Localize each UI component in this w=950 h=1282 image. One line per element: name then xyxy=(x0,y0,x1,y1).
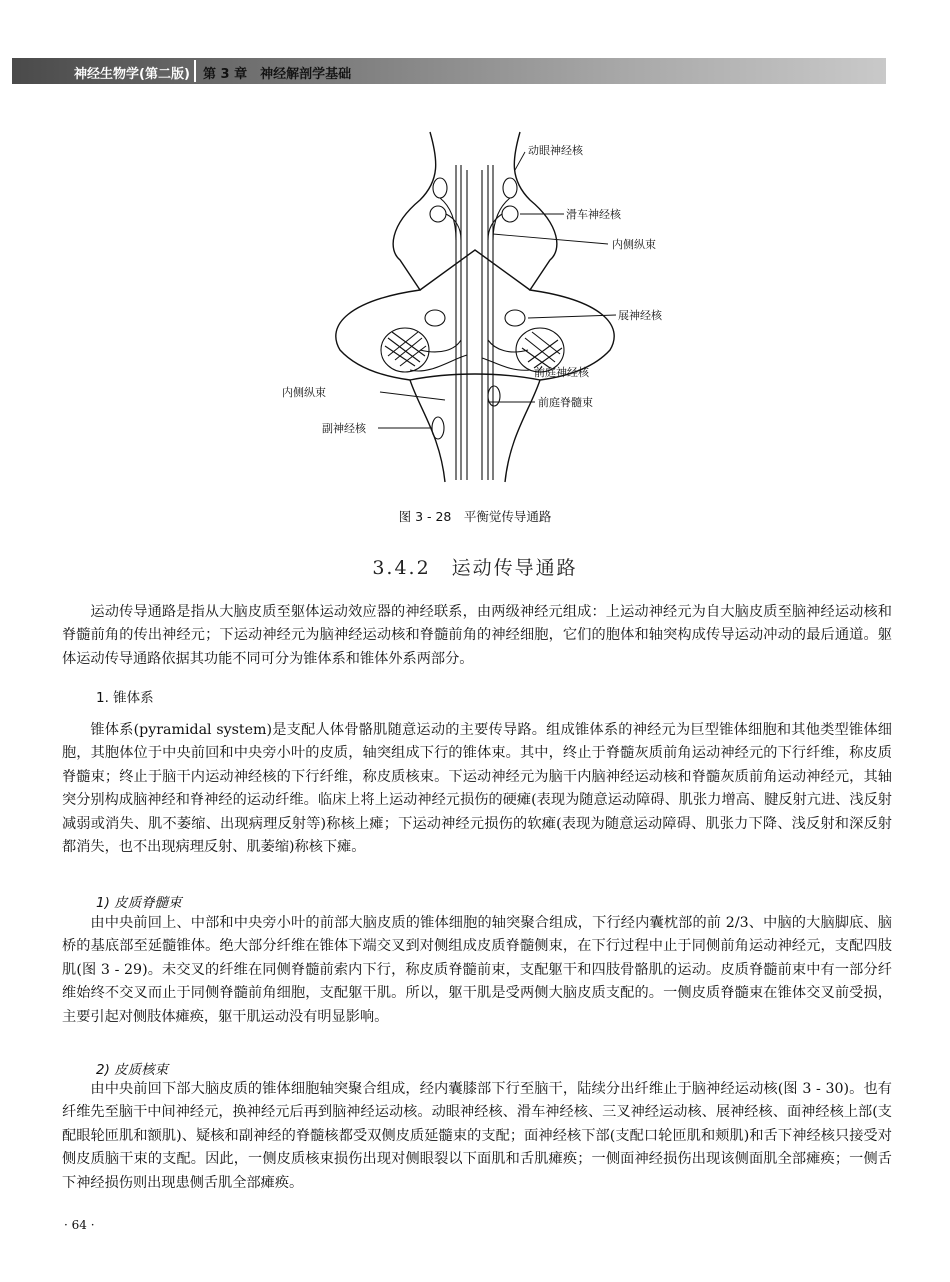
paragraph-corticonuclear: 由中央前回下部大脑皮质的锥体细胞轴突聚合组成，经内囊膝部下行至脑干，陆续分出纤维止于脑神经运动核(图 3 - 30)。也有纤维先至脑干中间神经元，换神经元后再到脑神经运动核。动眼神经核、滑车神经核、三叉神经运动核、展神经核、面神经核上部(支配眼轮匝肌和额肌)、疑核和副神经的脊髓核都受双侧皮质延髓束的支配；面神经核下部(支配口轮匝肌和颊肌)和舌下神经核只接受对侧皮质脑干束的支配。因此，一侧皮质核束损伤出现对侧眼裂以下面肌和舌肌瘫痪；一侧面神经损伤出现该侧面肌全部瘫痪；一侧舌下神经损伤则出现患侧舌肌全部瘫痪。 xyxy=(62,1081,892,1191)
running-header-book-title: 神经生物学(第二版) xyxy=(74,67,190,82)
label-abducens-nucleus: 展神经核 xyxy=(618,309,662,322)
label-accessory-nucleus: 副神经核 xyxy=(322,422,366,435)
page-number: · 64 · xyxy=(64,1218,95,1232)
label-trochlear-nucleus: 滑车神经核 xyxy=(566,208,621,221)
accessory-nucleus-right xyxy=(488,386,500,406)
brainstem-outline-right xyxy=(505,132,614,482)
label-vestibular-nucleus: 前庭神经核 xyxy=(534,366,589,379)
oculomotor-nucleus-right xyxy=(503,178,517,198)
label-mlf-right: 内侧纵束 xyxy=(612,238,656,251)
label-mlf-left: 内侧纵束 xyxy=(282,386,326,399)
abducens-nucleus-left xyxy=(425,310,445,326)
pons-base xyxy=(410,374,540,380)
paragraph-pyramidal-system: 锥体系(pyramidal system)是支配人体骨骼肌随意运动的主要传导路。组成锥体系的神经元为巨型锥体细胞和其他类型锥体细胞，其胞体位于中央前回和中央旁小叶的皮质，轴突组成下行的锥体束。其中，终止于脊髓灰质前角运动神经元的下行纤维，称皮质脊髓束；终止于脑干内运动神经核的下行纤维，称皮质核束。下运动神经元为脑干内脑神经运动核和脊髓灰质前角运动神经元，其轴突分别构成脑神经和脊神经的运动纤维。临床上将上运动神经元损伤的硬瘫(表现为随意运动障碍、肌张力增高、腱反射亢进、浅反射减弱或消失、肌不萎缩、出现病理反射等)称核上瘫；下运动神经元损伤的软瘫(表现为随意运动障碍、肌张力下降、浅反射和深反射都消失，也不出现病理反射、肌萎缩)称核下瘫。 xyxy=(62,722,892,856)
running-header-chapter: 第 3 章 神经解剖学基础 xyxy=(203,67,352,82)
paragraph-corticospinal: 由中央前回上、中部和中央旁小叶的前部大脑皮质的锥体细胞的轴突聚合组成，下行经内囊枕部的前 2/3、中脑的大脑脚底、脑桥的基底部至延髓锥体。绝大部分纤维在锥体下端交叉到对侧组成皮质脊髓侧束，在下行过程中止于同侧前角运动神经元，支配四肢肌(图 3 - 29)。未交叉的纤维在同侧脊髓前索内下行，称皮质脊髓前束，支配躯干和四肢骨骼肌的运动。皮质脊髓前束中有一部分纤维始终不交叉而止于同侧脊髓前角细胞，支配躯干肌。所以，躯干肌是受两侧大脑皮质支配的。一侧皮质脊髓束在锥体交叉前受损，主要引起对侧肢体瘫痪，躯干肌运动没有明显影响。 xyxy=(62,915,892,1025)
section-heading: 3.4.2 运动传导通路 xyxy=(372,557,578,579)
trochlear-nucleus-right xyxy=(502,206,518,222)
running-header-divider xyxy=(194,60,196,82)
subsection-heading-pyramidal: 1. 锥体系 xyxy=(96,690,154,706)
paragraph-intro: 运动传导通路是指从大脑皮质至躯体运动效应器的神经联系，由两级神经元组成：上运动神经元为自大脑皮质至脑神经运动核和脊髓前角的传出神经元；下运动神经元为脑神经运动核和脊髓前角的神经细胞，它们的胞体和轴突构成传导运动冲动的最后通道。躯体运动传导通路依据其功能不同可分为锥体系和锥体外系两部分。 xyxy=(62,604,892,667)
brainstem-vestibular-diagram xyxy=(270,110,670,490)
subsection-heading-corticonuclear: 2) 皮质核束 xyxy=(96,1062,169,1078)
accessory-nucleus-left xyxy=(432,417,444,439)
figure-caption: 图 3 - 28 平衡觉传导通路 xyxy=(398,509,552,524)
abducens-nucleus-right xyxy=(505,310,525,326)
subsection-heading-corticospinal: 1) 皮质脊髓束 xyxy=(96,895,182,911)
trochlear-nucleus-left xyxy=(430,206,446,222)
label-oculomotor-nucleus: 动眼神经核 xyxy=(528,144,583,157)
label-vestibulospinal-tract: 前庭脊髓束 xyxy=(538,396,593,409)
oculomotor-nucleus-left xyxy=(433,178,447,198)
pons-ridge xyxy=(420,250,530,290)
